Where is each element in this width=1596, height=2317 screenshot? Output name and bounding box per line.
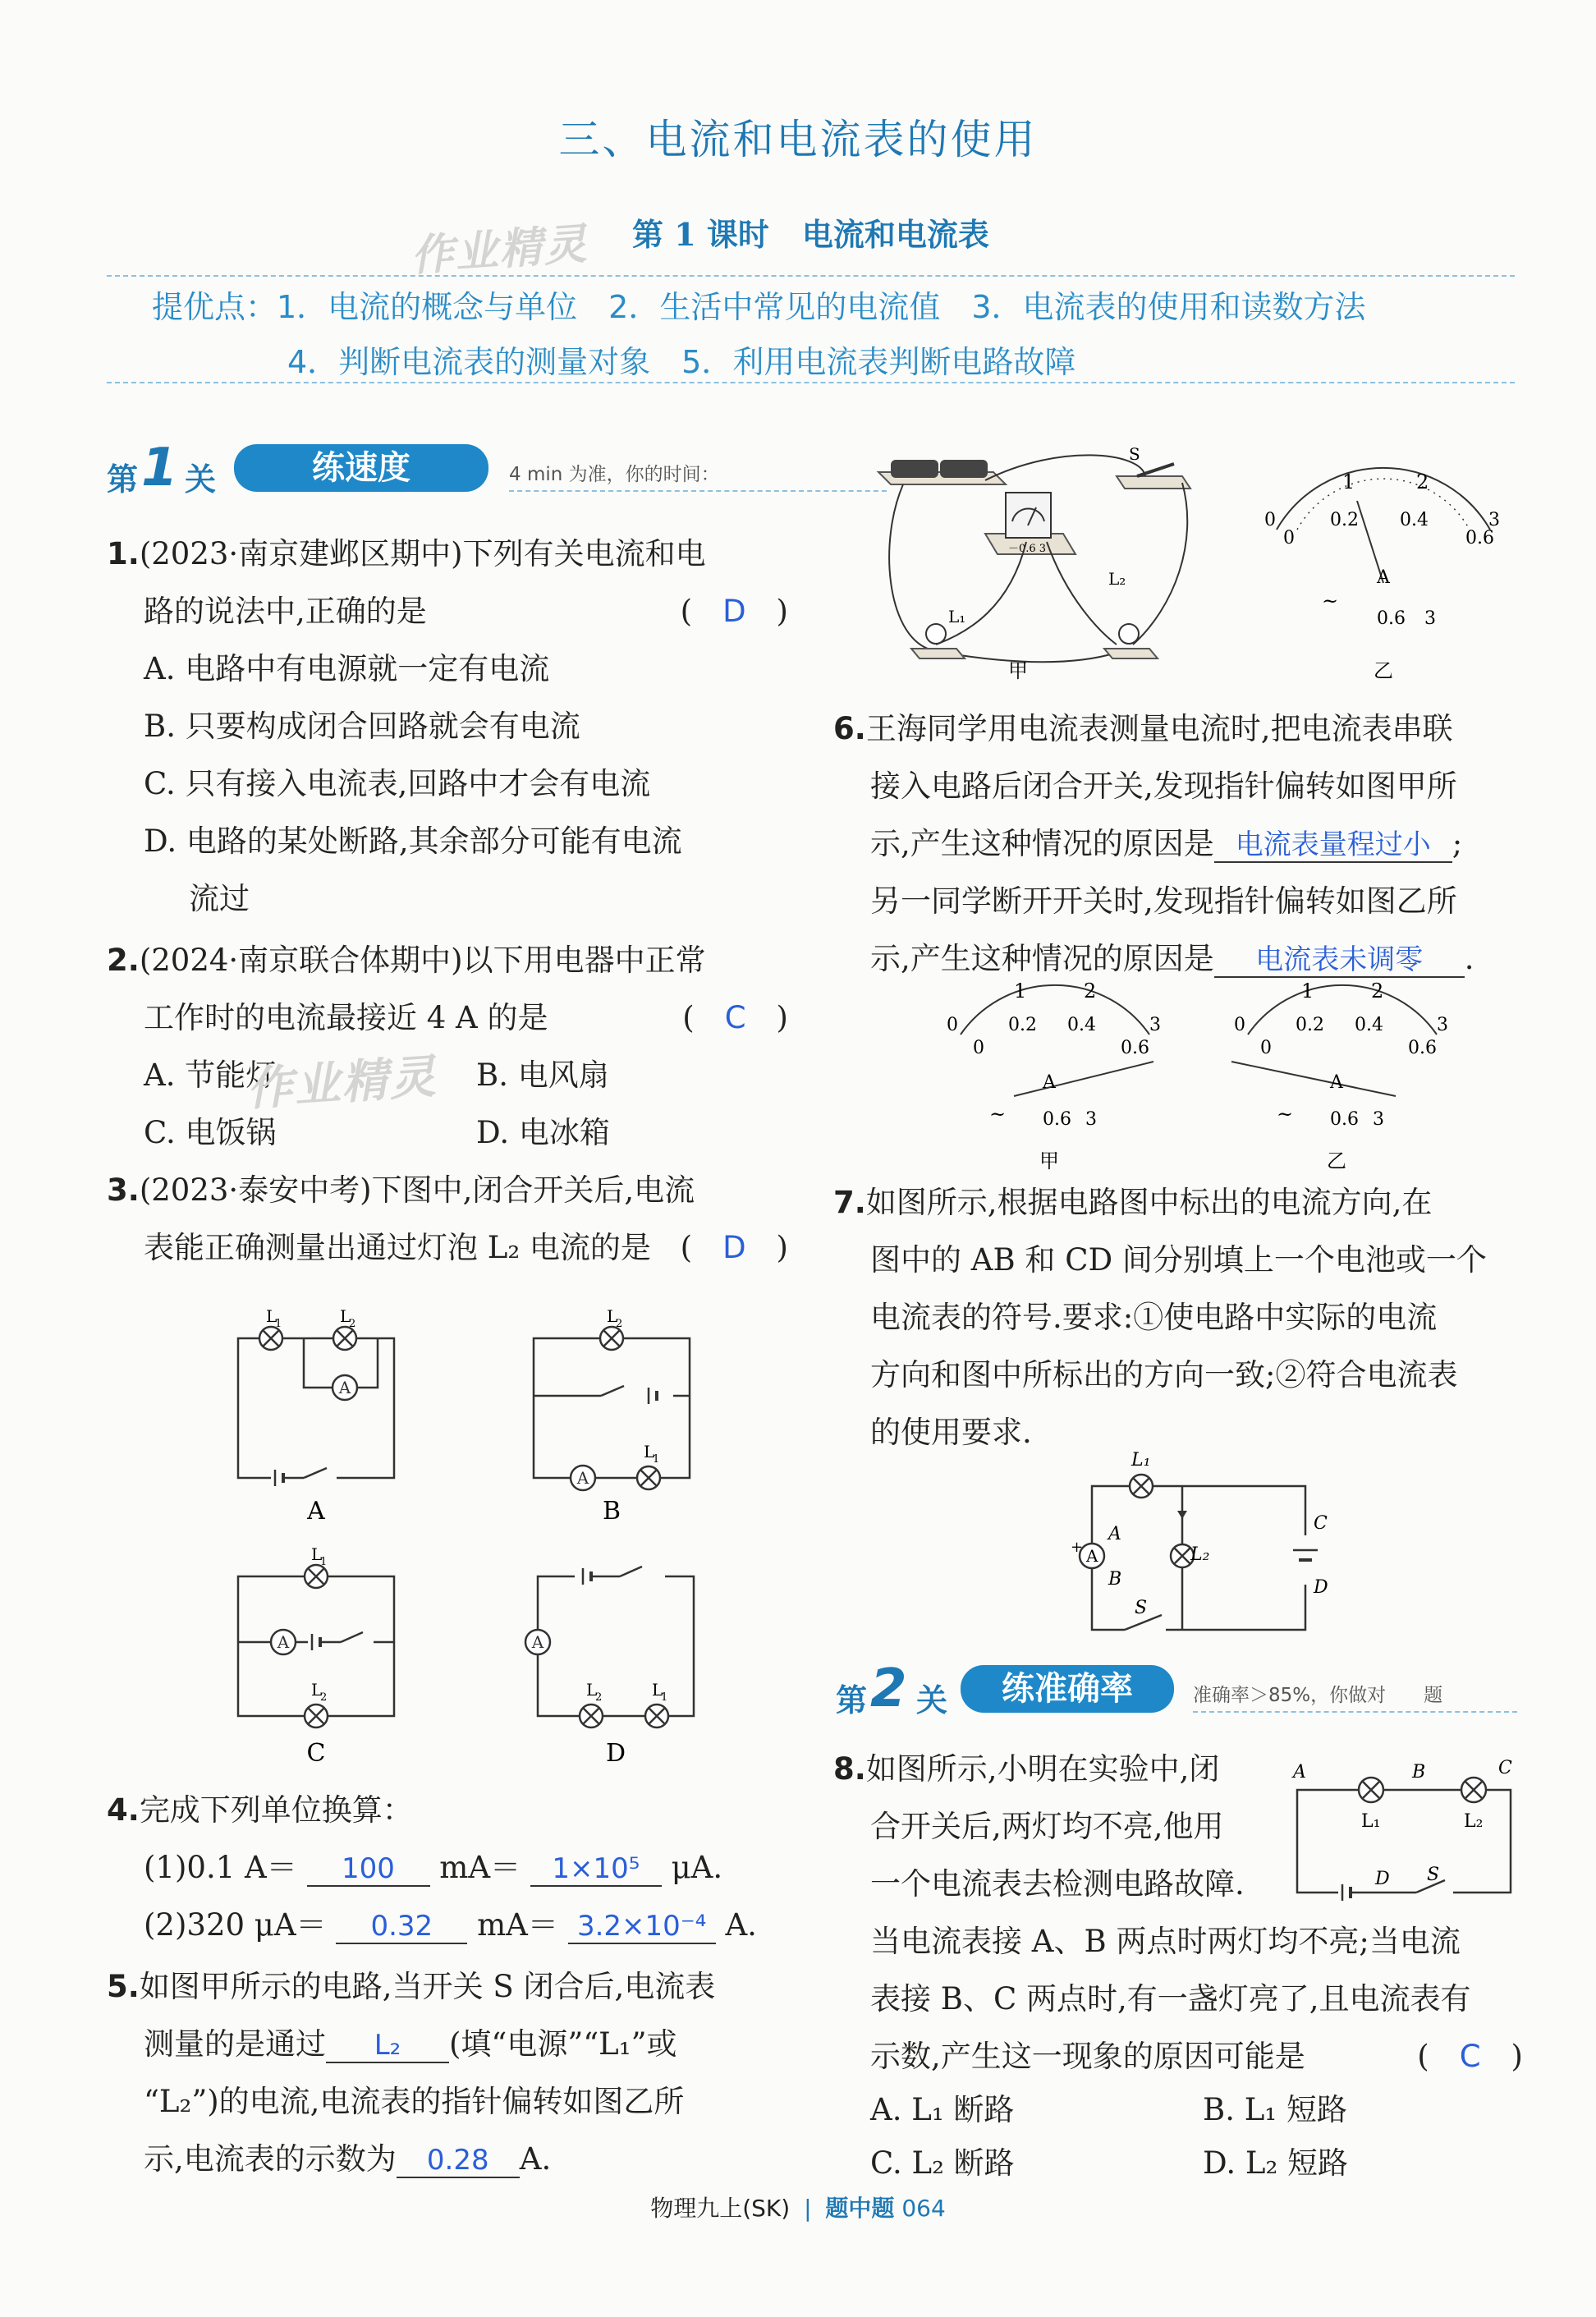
q6l-outer-3: 3 — [1149, 1015, 1161, 1035]
q1-option-d-cont: 流过 — [189, 881, 250, 916]
q5-line2-suffix: (填“电源”“L₁”或 — [449, 2026, 677, 2062]
lamp-icon — [600, 1327, 623, 1350]
q6r-top-1: 1 — [1301, 980, 1314, 1003]
question-1 — [107, 525, 788, 928]
meter-inner-06: 0.6 — [1465, 528, 1494, 548]
q6r-unit: A — [1330, 1072, 1343, 1093]
meter-outer-02: 0.2 — [1330, 510, 1359, 530]
q3-circuits: A L1 L2 L2 L1 L1 L2 L2 L1 A B C D — [222, 1281, 731, 1773]
q6l-needle — [1014, 1062, 1153, 1096]
q8-line2: 合开关后,两灯均不亮,他用 — [870, 1809, 1224, 1844]
svg-text:L: L — [311, 1544, 323, 1564]
ammeter-icon — [332, 1375, 357, 1400]
svg-text:2: 2 — [320, 1691, 328, 1704]
meter-inner-0: 0 — [1283, 528, 1295, 548]
q4-number: 4. — [107, 1792, 140, 1828]
section-1-suffix: 关 — [185, 461, 217, 498]
meter-outer-3: 3 — [1488, 510, 1500, 530]
section-2-timing: 准确率＞85%，你做对 题 — [1193, 1685, 1443, 1706]
q8-label-c: C — [1498, 1758, 1512, 1778]
question-3 — [107, 1162, 788, 1277]
q8-label-d: D — [1375, 1869, 1390, 1889]
q3-caption-d: D — [605, 1739, 626, 1768]
lesson-heading — [632, 209, 1022, 255]
svg-text:L: L — [266, 1306, 277, 1326]
q8-option-a: A. L₁ 断路 — [870, 2092, 1015, 2127]
q4-row2-suffix: A. — [725, 1907, 757, 1943]
q5-line2-prefix: 测量的是通过 — [144, 2026, 326, 2062]
q5-line1: 如图甲所示的电路,当开关 S 闭合后,电流表 — [139, 1969, 716, 2004]
q2-line1: (2024·南京联合体期中)以下用电器中正常 — [139, 943, 706, 978]
q6l-unit: A — [1043, 1072, 1056, 1093]
lesson-label: 第 1 课时 — [632, 216, 769, 253]
meter-outer-0: 0 — [1264, 510, 1276, 530]
q8-circuit — [1289, 1753, 1519, 1909]
q6-line2: 接入电路后闭合开关,发现指针偏转如图甲所 — [870, 769, 1457, 804]
q6l-inner-06: 0.6 — [1121, 1038, 1149, 1058]
q6-line5-suffix: . — [1464, 941, 1474, 976]
q1-option-c: C. 只有接入电流表,回路中才会有电流 — [144, 766, 651, 801]
svg-text:~: ~ — [989, 1103, 1007, 1126]
question-4 — [107, 1782, 788, 1954]
q6r-terminal-06: 0.6 — [1330, 1109, 1359, 1130]
q5-fig-right — [1264, 468, 1500, 682]
q3-caption-b: B — [602, 1497, 621, 1526]
svg-text:L: L — [644, 1442, 655, 1461]
q6l-top-2: 2 — [1084, 980, 1097, 1003]
q4-row2-prefix: (2)320 μA＝ — [144, 1907, 327, 1943]
q3-answer-box: ( D ) — [680, 1230, 788, 1265]
points-line-1: 提优点：1．电流的概念与单位 2．生活中常见的电流值 3．电流表的使用和读数方法 — [152, 289, 1366, 325]
q6l-outer-04: 0.4 — [1067, 1015, 1096, 1035]
q4-row2-mid: mA＝ — [477, 1907, 558, 1943]
divider-top — [107, 275, 1515, 277]
q2-option-c: C. 电饭锅 — [144, 1115, 277, 1150]
meter-top-2: 2 — [1416, 470, 1429, 493]
svg-text:－0.6 3: －0.6 3 — [1008, 543, 1047, 555]
q5-fig-left — [878, 444, 1190, 682]
q7-line4: 方向和图中所标出的方向一致;②符合电流表 — [870, 1357, 1458, 1392]
svg-text:A: A — [1086, 1546, 1098, 1566]
q5-blank-2: 0.28 — [397, 2144, 520, 2178]
svg-text:L: L — [607, 1306, 618, 1326]
meter-top-1: 1 — [1342, 470, 1355, 493]
q6-caption-right: 乙 — [1327, 1149, 1346, 1172]
fig5-lamp1-label: L₁ — [948, 607, 966, 626]
ammeter-icon — [1006, 493, 1051, 538]
footer-book: 物理九上(SK) — [650, 2195, 791, 2222]
q4-row2-answer2: 3.2×10⁻⁴ — [568, 1910, 716, 1944]
section-1-header — [107, 439, 780, 497]
section-2-suffix: 关 — [916, 1682, 948, 1718]
q8-line1: 如图所示,小明在实验中,闭 — [865, 1751, 1220, 1787]
q4-title: 完成下列单位换算： — [139, 1792, 413, 1828]
q6r-terminal-3: 3 — [1373, 1109, 1384, 1130]
q7-label-c: C — [1314, 1513, 1328, 1534]
lamp-icon — [580, 1704, 603, 1727]
q7-label-b: B — [1108, 1569, 1122, 1590]
q8-label-l1: L₁ — [1361, 1811, 1381, 1832]
q4-row1-answer1: 100 — [307, 1852, 430, 1887]
svg-text:1: 1 — [320, 1556, 328, 1568]
svg-text:~: ~ — [1322, 590, 1339, 613]
svg-text:L: L — [340, 1306, 351, 1326]
section-2-line — [1193, 1711, 1517, 1713]
q1-line2: 路的说法中,正确的是 — [144, 594, 427, 629]
q1-option-d: D. 电路的某处断路,其余部分可能有电流 — [144, 824, 682, 859]
q6-meter-left — [947, 980, 1161, 1172]
lamp-icon — [637, 1466, 660, 1489]
q7-line2: 图中的 AB 和 CD 间分别填上一个电池或一个 — [870, 1242, 1487, 1278]
q7-line3: 电流表的符号.要求:①使电路中实际的电流 — [870, 1300, 1438, 1335]
lamp-icon — [1119, 624, 1139, 644]
q3-caption-a: A — [307, 1497, 325, 1526]
ammeter-icon — [571, 1466, 595, 1490]
q8-label-a: A — [1293, 1762, 1306, 1782]
q7-line1: 如图所示,根据电路图中标出的电流方向,在 — [865, 1185, 1433, 1220]
q1-option-a: A. 电路中有电源就一定有电流 — [144, 651, 550, 686]
q8-line3: 一个电流表去检测电路故障. — [870, 1866, 1245, 1902]
section-2-pill: 练准确率 — [961, 1665, 1174, 1713]
q6-meter-right — [1231, 980, 1448, 1172]
q8-line5: 表接 B、C 两点时,有一盏灯亮了,且电流表有 — [870, 1981, 1471, 2016]
q7-label-l2: L₂ — [1190, 1544, 1210, 1565]
q1-answer-box: ( D ) — [680, 594, 788, 629]
q4-row1-mid: mA＝ — [439, 1850, 521, 1885]
q4-row1-answer2: 1×10⁵ — [530, 1852, 662, 1887]
section-1-line — [509, 490, 887, 492]
q6r-outer-3: 3 — [1437, 1015, 1448, 1035]
svg-text:L: L — [311, 1680, 323, 1700]
divider-bottom — [107, 382, 1515, 383]
q8-option-c: C. L₂ 断路 — [870, 2145, 1015, 2181]
q4-row1-prefix: (1)0.1 A＝ — [144, 1850, 297, 1885]
fig5-caption-right: 乙 — [1374, 659, 1393, 682]
svg-text:1: 1 — [275, 1318, 282, 1330]
section-2-header — [836, 1660, 1517, 1718]
svg-text:L: L — [586, 1680, 598, 1700]
svg-text:2: 2 — [616, 1318, 623, 1330]
q6-caption-left: 甲 — [1039, 1149, 1059, 1172]
q2-number: 2. — [107, 943, 140, 978]
q4-row1-suffix: μA. — [671, 1850, 723, 1885]
q6l-outer-02: 0.2 — [1008, 1015, 1037, 1035]
footer-series: 题中题 — [825, 2195, 895, 2222]
q1-option-b: B. 只要构成闭合回路就会有电流 — [144, 709, 580, 744]
meter-unit: A — [1377, 567, 1390, 588]
q6-blank-1: 电流表量程过小 — [1214, 828, 1452, 863]
section-1-number: 1 — [141, 438, 178, 498]
q5-blank-1: L₂ — [326, 2029, 449, 2063]
q2-answer: C — [724, 1000, 746, 1035]
q5-figures — [854, 443, 1511, 690]
svg-text:+: + — [1071, 1539, 1084, 1556]
q7-line5: 的使用要求. — [870, 1415, 1032, 1450]
footer: 物理九上(SK) | 题中题 064 — [650, 2195, 946, 2222]
q6-line5-prefix: 示,产生这种情况的原因是 — [870, 941, 1214, 976]
circuit-d — [525, 1567, 668, 1727]
q6l-terminal-3: 3 — [1085, 1109, 1097, 1130]
question-6 — [833, 700, 1523, 988]
section-1-pill: 练速度 — [234, 444, 488, 492]
svg-text:1: 1 — [653, 1453, 660, 1466]
question-2 — [107, 932, 788, 1162]
q8-option-d: D. L₂ 短路 — [1203, 2145, 1349, 2181]
circuit-a — [259, 1306, 357, 1486]
watermark-mid: 作业精灵 — [245, 1049, 439, 1117]
q6r-inner-0: 0 — [1260, 1038, 1272, 1058]
question-7 — [833, 1174, 1523, 1461]
q8-line6: 示数,产生这一现象的原因可能是 — [870, 2039, 1305, 2074]
q8-answer-box: ( C ) — [1417, 2039, 1523, 2074]
q6l-outer-0: 0 — [947, 1015, 958, 1035]
q6l-terminal-06: 0.6 — [1043, 1109, 1071, 1130]
q7-number: 7. — [833, 1185, 866, 1220]
arrow-icon — [1177, 1511, 1187, 1519]
q3-number: 3. — [107, 1172, 140, 1208]
lamp-icon — [333, 1327, 356, 1350]
lamp-icon — [926, 624, 946, 644]
lamp-icon — [305, 1565, 328, 1588]
lamp-icon — [305, 1704, 328, 1727]
q7-label-a: A — [1108, 1524, 1121, 1544]
q6-line1: 王海同学用电流表测量电流时,把电流表串联 — [865, 711, 1453, 746]
q5-line4-prefix: 示,电流表的示数为 — [144, 2141, 397, 2177]
battery-icon — [891, 460, 938, 478]
section-1-timing: 4 min 为准，你的时间： — [509, 464, 720, 485]
q4-row2-answer1: 0.32 — [336, 1910, 467, 1944]
meter-outer-04: 0.4 — [1400, 510, 1429, 530]
q8-line4: 当电流表接 A、B 两点时两灯均不亮;当电流 — [870, 1924, 1461, 1959]
q7-circuit — [1059, 1445, 1330, 1650]
q6r-top-2: 2 — [1371, 980, 1384, 1003]
q5-number: 5. — [107, 1969, 140, 2004]
q5-line3: “L₂”)的电流,电流表的指针偏转如图乙所 — [144, 2084, 685, 2119]
points-line-2: 4．判断电流表的测量对象 5．利用电流表判断电路故障 — [287, 344, 1076, 380]
q3-caption-c: C — [306, 1739, 326, 1768]
q2-line2: 工作时的电流最接近 4 A 的是 — [144, 1000, 548, 1035]
q6-blank-2: 电流表未调零 — [1214, 943, 1465, 978]
fig5-caption-left: 甲 — [1008, 659, 1028, 682]
q6-line3-prefix: 示,产生这种情况的原因是 — [870, 826, 1214, 861]
svg-text:L: L — [652, 1680, 663, 1700]
q8-number: 8. — [833, 1751, 866, 1787]
q5-line4-suffix: A. — [519, 2141, 552, 2177]
section-2-prefix: 第 — [836, 1682, 868, 1718]
q2-option-a: A. 节能灯 — [144, 1058, 277, 1093]
q7-label-d: D — [1314, 1577, 1328, 1598]
q8-label-b: B — [1412, 1762, 1426, 1782]
meter-terminal-06: 0.6 — [1377, 608, 1406, 629]
q1-answer: D — [722, 594, 746, 629]
footer-page: 064 — [901, 2195, 946, 2222]
q7-label-l1: L₁ — [1131, 1450, 1151, 1470]
q2-option-b: B. 电风扇 — [476, 1058, 609, 1093]
q6-line4: 另一同学断开开关时,发现指针偏转如图乙所 — [870, 883, 1457, 919]
circuit-c — [271, 1544, 374, 1727]
q6l-top-1: 1 — [1014, 980, 1027, 1003]
q3-line1: (2023·泰安中考)下图中,闭合开关后,电流 — [139, 1172, 695, 1208]
q2-option-d: D. 电冰箱 — [476, 1115, 610, 1150]
q6r-needle — [1231, 1062, 1396, 1096]
meter-terminal-3: 3 — [1424, 608, 1436, 629]
q1-line1: (2023·南京建邺区期中)下列有关电流和电 — [139, 536, 706, 571]
section-1-prefix: 第 — [107, 461, 139, 498]
q8-label-s: S — [1427, 1865, 1440, 1885]
lesson-title: 电流和电流表 — [801, 216, 989, 253]
svg-text:1: 1 — [661, 1691, 668, 1704]
q3-answer: D — [722, 1230, 746, 1265]
ammeter-icon — [271, 1630, 296, 1654]
battery-icon — [940, 460, 988, 478]
q6-line3-suffix: ; — [1452, 826, 1463, 861]
q6-number: 6. — [833, 711, 866, 746]
q6-meters — [944, 973, 1470, 1178]
lamp-icon — [259, 1327, 282, 1350]
svg-text:2: 2 — [595, 1691, 603, 1704]
section-2-number: 2 — [870, 1659, 907, 1719]
watermark-logo: 作业精灵 — [409, 219, 590, 282]
q8-option-b: B. L₁ 短路 — [1203, 2092, 1347, 2127]
q6r-outer-04: 0.4 — [1355, 1015, 1383, 1035]
q7-label-s: S — [1135, 1598, 1148, 1618]
svg-text:2: 2 — [349, 1318, 356, 1330]
chapter-title: 三、电流和电流表的使用 — [558, 116, 1038, 163]
q6r-outer-02: 0.2 — [1296, 1015, 1324, 1035]
fig5-switch-label: S — [1129, 444, 1140, 464]
q6r-inner-06: 0.6 — [1408, 1038, 1437, 1058]
q6r-outer-0: 0 — [1234, 1015, 1245, 1035]
q6l-inner-0: 0 — [973, 1038, 984, 1058]
fig5-lamp2-label: L₂ — [1108, 569, 1126, 589]
ammeter-icon — [525, 1630, 550, 1654]
q8-answer: C — [1459, 2039, 1481, 2074]
lamp-icon — [645, 1704, 668, 1727]
svg-text:~: ~ — [1277, 1103, 1294, 1126]
q1-number: 1. — [107, 536, 140, 571]
question-5 — [107, 1958, 788, 2188]
q2-answer-box: ( C ) — [682, 1000, 788, 1035]
q8-label-l2: L₂ — [1464, 1811, 1484, 1832]
q3-line2: 表能正确测量出通过灯泡 L₂ 电流的是 — [144, 1230, 651, 1265]
circuit-b — [571, 1306, 673, 1490]
